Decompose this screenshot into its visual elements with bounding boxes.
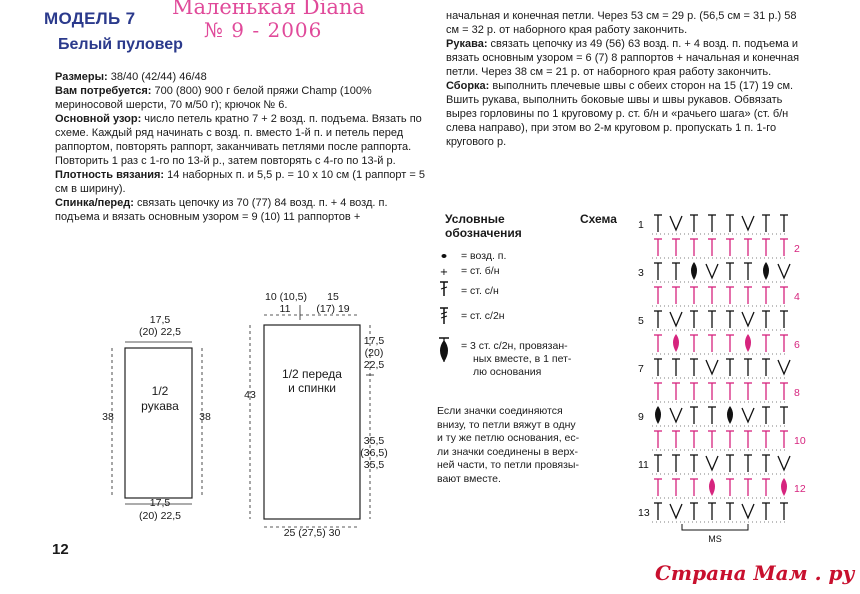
chain-stitch-icon [442,254,447,258]
schema-title: Схема [580,212,617,226]
density-paragraph: Плотность вязания: 14 наборных п. и 5,5 р. = 10 х 10 см (1 раппорт = 5 см в ширину). [55,169,425,195]
fan-stitch [778,456,790,470]
sleeve-bottom-width: 17,5 [149,497,171,509]
shoulder-width-sizes: (17) 19 [316,303,350,315]
row-label-left: 9 [638,411,644,423]
row-label-left: 13 [638,507,650,519]
row-label-right: 12 [794,483,806,495]
sleeve-top-width-sizes: (20) 22,5 [138,326,182,338]
row-label-right: 2 [794,243,800,255]
cluster-stitch [763,262,769,280]
legend-note: Если значки соединяются внизу, то петли вяжут в одну и ту же петлю основания, ес- ли значки соединены в верх- ней части, то петли провязы- вают вместе. [437,405,580,485]
side-height: 35,5 [363,435,385,447]
fan-stitch [706,264,718,278]
body-outline [264,325,360,519]
instructions-right [446,9,808,149]
row-label-left: 7 [638,363,644,375]
repeat-label: MS [708,534,722,544]
fan-stitch [742,408,754,422]
continuation-paragraph: начальная и конечная петли. Через 53 см = 29 р. (56,5 см = 31 р.) 58 см = 32 р. от наборного края работу закончить. [446,10,797,36]
armhole-height-size3: 22,5 [363,359,385,371]
legend-sc: = ст. б/н [461,265,500,277]
garment-title: Белый пуловер [58,36,183,53]
body-label-line2: и спинки [288,381,336,395]
repeat-bracket [682,524,748,530]
fan-stitch [670,504,682,518]
pattern-paragraph: Основной узор: число петель кратно 7 + 2 возд. п. подъема. Вязать по схеме. Каждый ряд начинать с возд. п. вместо 1-й п. и петель перед раппортом, повторять раппорт, заканчивать петлями после раппорта. Повторить 1 раз с 1-го по 13-й р., затем повторять с 4-го по 13-й р. [55,113,422,167]
cluster-stitch [691,262,697,280]
fan-stitch [670,216,682,230]
armhole-height: 17,5 [363,335,385,347]
model-title: МОДЕЛЬ 7 [44,9,136,28]
crochet-chart [636,206,816,550]
sleeve-height-right: 38 [199,411,211,423]
cluster-stitch [673,334,679,352]
fan-stitch [670,312,682,326]
neck-width: 10 (10,5) [264,291,308,303]
fan-stitch [742,216,754,230]
side-height-size3: 35,5 [363,459,385,471]
sleeve-label-fraction: 1/2 [151,384,169,398]
fan-stitch [742,504,754,518]
legend-tr: = ст. с/2н [461,310,505,322]
row-label-left: 3 [638,267,644,279]
legend-chain: = возд. п. [461,250,507,262]
row-label-left: 1 [638,219,644,231]
back-front-paragraph: Спинка/перед: связать цепочку из 70 (77) 84 возд. п. + 4 возд. п. подъема и вязать основным узором = 9 (10) 11 раппортов + [55,197,388,223]
cluster-stitch [709,478,715,496]
instructions-left [55,70,427,224]
row-label-right: 4 [794,291,800,303]
fan-stitch [706,360,718,374]
cluster-stitch [781,478,787,496]
sleeve-bottom-width-sizes: (20) 22,5 [138,510,182,522]
double-crochet-icon [440,282,448,296]
cluster-stitch [727,406,733,424]
side-height-size2: (36,5) [360,447,388,459]
legend-title: Условные обозначения [445,212,522,240]
treble-crochet-icon [440,308,448,324]
row-label-left: 11 [638,459,649,471]
legend-symbols [432,250,458,368]
row-label-right: 8 [794,387,800,399]
cluster-stitch [745,334,751,352]
page-number: 12 [52,541,69,558]
fan-stitch [778,360,790,374]
site-watermark: Страна Мам . ру [655,561,855,585]
sleeve-outline [125,348,192,498]
materials-paragraph: Вам потребуется: 700 (800) 900 г белой пряжи Champ (100% мериносовой шерсти, 70 м/50 г); крючок № 6. [55,85,372,111]
sleeve-label: рукава [141,399,179,413]
single-crochet-icon: + [439,267,449,278]
assembly-paragraph: Сборка: выполнить плечевые швы с обеих сторон на 15 (17) 19 см. Вшить рукава, выполнить боковые швы и швы рукавов. Обвязать вырез горловины по 1 круговому р. ст. б/н и «рачьего шага» (ст. б/н слева направо), при этом во 2-м круговом р. пропускать 1 п. 1-го кругового р. [446,80,794,148]
body-bottom-width: 25 (27,5) 30 [283,527,341,539]
legend-cluster: = 3 ст. с/2н, провязан- ных вместе, в 1 пет- лю основания [461,340,572,378]
shoulder-width: 15 [327,291,339,303]
body-total-height: 43 [244,389,256,401]
sleeve-top-width: 17,5 [149,314,171,326]
fan-stitch [706,456,718,470]
body-pattern-diagram [240,295,390,535]
row-label-left: 5 [638,315,644,327]
neck-width-sizes: 11 [279,303,291,315]
fan-stitch [778,264,790,278]
row-label-right: 10 [794,435,806,447]
sleeves-paragraph: Рукава: связать цепочку из 49 (56) 63 возд. п. + 4 возд. п. подъема и вязать основным узором = 6 (7) 8 раппортов + начальная и конечная петли. Через 38 см = 21 р. от наборного края работу закончить. [446,38,800,78]
sleeve-height-left: 38 [102,411,114,423]
cluster-stitch [655,406,661,424]
legend-dc: = ст. с/н [461,285,499,297]
cluster-stitch-icon [439,338,449,362]
magazine-name: Маленькая Diana [172,0,365,19]
fan-stitch [742,312,754,326]
row-label-right: 6 [794,339,800,351]
issue-number: № 9 - 2006 [204,18,323,42]
armhole-height-size2: (20) [364,347,384,359]
body-label-line1: 1/2 переда [282,367,342,381]
fan-stitch [670,408,682,422]
sizes-paragraph: Размеры: 38/40 (42/44) 46/48 [55,71,207,83]
